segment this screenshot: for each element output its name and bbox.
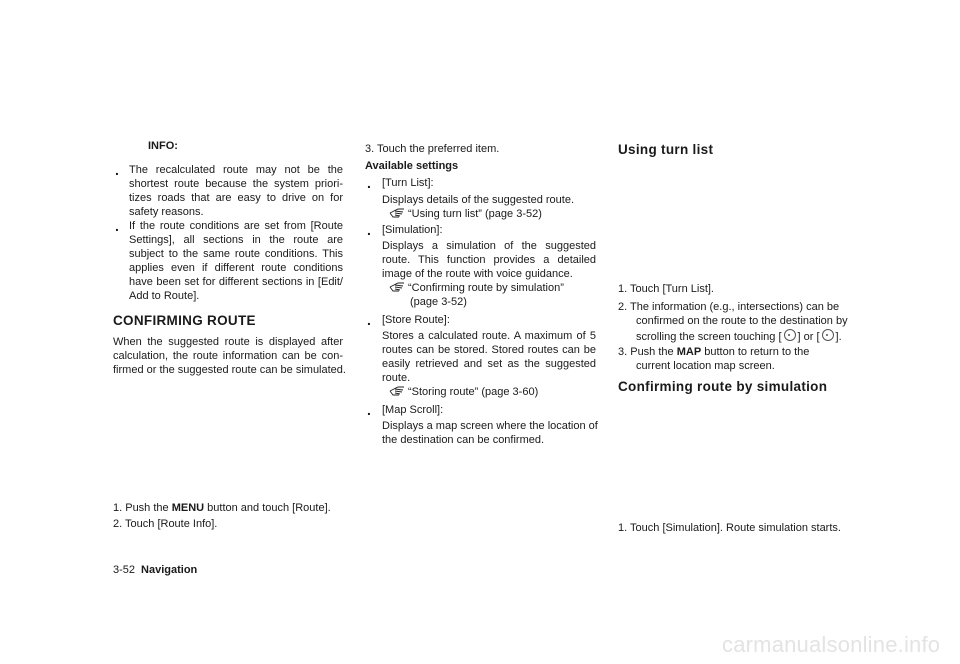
info-bullet-2-line: subject to the same route conditions. This xyxy=(129,248,343,260)
bullet-marker: . xyxy=(115,162,119,178)
page-number-value: 3-52 xyxy=(113,564,136,576)
simulation-step-1: 1. Touch [Simulation]. Route simulation starts. xyxy=(618,522,841,534)
bullet-marker: . xyxy=(115,218,119,234)
turn-step-2-text-mid: ] or [ xyxy=(797,331,820,343)
simulation-desc-line: image of the route with voice guidance. xyxy=(382,268,573,280)
reference-hand-icon xyxy=(389,281,405,292)
section-name: Navigation xyxy=(141,564,198,576)
confirming-route-heading: CONFIRMING ROUTE xyxy=(113,313,256,328)
step-2: 2. Touch [Route Info]. xyxy=(113,518,218,530)
info-label: INFO: xyxy=(148,140,178,152)
turn-list-desc: Displays details of the suggested route. xyxy=(382,194,575,206)
turn-step-2-line: confirmed on the route to the destination by xyxy=(636,315,848,327)
store-route-desc-line: routes can be stored. Stored routes can be xyxy=(382,344,596,356)
available-settings-heading: Available settings xyxy=(365,160,459,172)
info-bullet-1-line: tizes roads that are easy to drive on for xyxy=(129,192,343,204)
map-key: MAP xyxy=(676,346,702,358)
info-bullet-2-line: applies even if different route conditions xyxy=(129,262,343,274)
reference-hand-icon xyxy=(389,207,405,218)
step-1-text-end: button and touch [Route]. xyxy=(204,502,331,514)
menu-key: MENU xyxy=(171,502,205,514)
step-1 xyxy=(113,502,331,515)
info-bullet-2-line: have been set for different sections in [Edit/ xyxy=(129,276,343,288)
turn-step-2-text: scrolling the screen touching [ xyxy=(636,331,782,343)
bullet-marker: . xyxy=(367,175,371,191)
info-bullet-2-line: If the route conditions are set from [Route xyxy=(129,220,343,232)
intro-line: calculation, the route information can be con- xyxy=(113,350,343,362)
step-1-text: 1. Push the xyxy=(113,502,172,514)
turn-list-item: [Turn List]: xyxy=(382,177,434,189)
turn-step-3 xyxy=(618,346,809,359)
store-route-item: [Store Route]: xyxy=(382,314,450,326)
turn-step-3-text-end: button to return to the xyxy=(701,346,810,358)
turn-step-2-line xyxy=(636,329,842,344)
info-bullet-1-line: shortest route because the system priori- xyxy=(129,178,343,190)
simulation-item: [Simulation]: xyxy=(382,224,443,236)
map-scroll-desc-line: Displays a map screen where the location of xyxy=(382,420,598,432)
using-turn-list-heading: Using turn list xyxy=(618,142,714,157)
map-scroll-item: [Map Scroll]: xyxy=(382,404,444,416)
simulation-desc-line: Displays a simulation of the suggested xyxy=(382,240,596,252)
store-route-ref: “Storing route” (page 3-60) xyxy=(408,386,539,398)
bullet-marker: . xyxy=(367,222,371,238)
bullet-marker: . xyxy=(367,312,371,328)
turn-step-1: 1. Touch [Turn List]. xyxy=(618,283,714,295)
reference-hand-icon xyxy=(389,385,405,396)
step-3: 3. Touch the preferred item. xyxy=(365,143,500,155)
turn-list-ref: “Using turn list” (page 3-52) xyxy=(408,208,542,220)
turn-step-3-line2: current location map screen. xyxy=(636,360,775,372)
simulation-desc-line: route. This function provides a detailed xyxy=(382,254,596,266)
store-route-desc-line: Stores a calculated route. A maximum of 5 xyxy=(382,330,596,342)
info-bullet-1-line: The recalculated route may not be the xyxy=(129,164,343,176)
store-route-desc-line: route. xyxy=(382,372,411,384)
info-bullet-2-line: Add to Route]. xyxy=(129,290,200,302)
watermark: carmanualsonline.info xyxy=(722,632,941,657)
scroll-down-button-icon xyxy=(822,329,834,341)
store-route-desc-line: easily retrieved and set as the suggested xyxy=(382,358,596,370)
simulation-ref-page: (page 3-52) xyxy=(410,296,467,308)
simulation-ref: “Confirming route by simulation” xyxy=(408,282,564,294)
confirming-route-by-simulation-heading: Confirming route by simulation xyxy=(618,379,828,394)
intro-line: When the suggested route is displayed after xyxy=(113,336,343,348)
turn-step-3-text: 3. Push the xyxy=(618,346,677,358)
intro-line: firmed or the suggested route can be simulated. xyxy=(113,364,346,376)
info-bullet-1-line: safety reasons. xyxy=(129,206,204,218)
turn-step-2-line: 2. The information (e.g., intersections) can be xyxy=(618,301,840,313)
map-scroll-desc-line: the destination can be confirmed. xyxy=(382,434,545,446)
page-number xyxy=(113,564,197,576)
scroll-up-button-icon xyxy=(784,329,796,341)
turn-step-2-text-end: ]. xyxy=(835,331,842,343)
bullet-marker: . xyxy=(367,402,371,418)
info-bullet-2-line: Settings], all sections in the route are xyxy=(129,234,343,246)
